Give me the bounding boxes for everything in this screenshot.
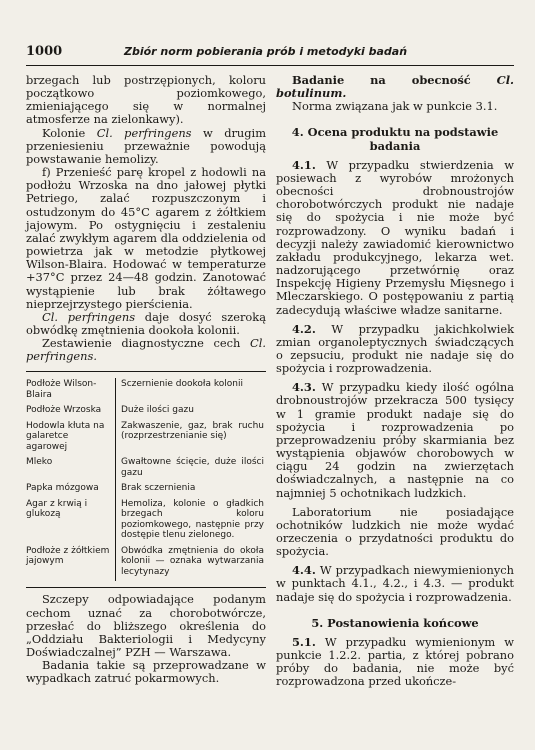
table-cell-medium: Papka mózgowa (26, 483, 99, 494)
paragraph-poisoning: Badania takie są przeprowadzane w wypadkach zatruć pokarmowych. (26, 658, 266, 686)
table-row (26, 482, 266, 498)
running-title: Zbiór norm pobierania prób i metodyki badań (124, 45, 408, 58)
paragraph-5-1: 5.1. W przypadku wymienionym w punkcie 1.2.2. partia, z której pobrano próby do badania, nie może być rozprowadzona przed ukończe- (276, 634, 514, 689)
table-bottom-rule (26, 587, 266, 588)
table-cell-medium: Podłoże z żółtkiem jajowym (26, 545, 110, 567)
table-row (26, 545, 266, 582)
section-4-heading: 4. Ocena produktu na podstawie badania (291, 125, 499, 153)
table-cell-medium: Mleko (26, 457, 53, 468)
table-cell-medium: Podłoże Wilson-Blaira (26, 379, 97, 400)
paragraph-4-1: 4.1. W przypadku stwierdzenia w posiewach z wyrobów mrożonych obecności drobnoustrojów chorobotwórczych produkt nie nadaje się do spożycia i nie może być rozprowadzony. O wyniku badań i decyzji należy zawiadomić kierownictwo zakładu produkcyjnego, lekarza wet. nadzorującego przetwórnię oraz Inspekcję Higieny Przemysłu Mięsnego i Mleczarskiego. O postępowaniu z partią zadecydują właściwe władze sanitarne. (276, 157, 514, 317)
paragraph-strains: Szczepy odpowiadające podanym cechom uznać za chorobotwórcze, przesłać do bliższego określenia do „Oddziału Bakteriologii i Medycyny Doświadczalnej” PZH — Warszawa. (26, 592, 266, 660)
table-row (26, 456, 266, 482)
table-top-rule (26, 371, 266, 372)
table-cell-result: Sczernienie dookoła kolonii (116, 378, 267, 404)
botulinum-norm: Norma związana jak w punkcie 3.1. (292, 99, 498, 114)
table-cell-result: Obwódka zmętnienia do okoła kolonii — oznaka wytwarzania lecytynazy (116, 545, 267, 582)
table-cell-result: Gwałtowne ścięcie, duże ilości gazu (116, 456, 267, 482)
running-header (26, 44, 514, 62)
paragraph-step-f: f) Przenieść parę kropel z hodowli na podłożu Wrzoska na dno jałowej płytki Petriego, zalać rozpuszczonym i ostudzonym do 45°C agarem z żółtkiem jajowym. Po ostygnięciu i zestaleniu zalać zwykłym agarem dla oddzielenia od powietrza jak w metodzie płytkowej Wilson-Blaira. Hodować w temperaturze +37°C przez 24—48 godzin. Zanotować wystąpienie lub brak żółtawego nieprzejrzystego pierścienia. (26, 165, 266, 311)
paragraph-4-4: 4.4. W przypadkach niewymienionych w punktach 4.1., 4.2., i 4.3. — produkt nadaje się do spożycia i rozprowadzenia. (276, 563, 514, 604)
paragraph-table-caption: Zestawienie diagnostyczne cech Cl. perfringens. (26, 336, 266, 364)
table-cell-result: Brak sczernienia (116, 482, 267, 498)
page-number: 1000 (26, 44, 63, 59)
left-column (26, 74, 266, 686)
botulinum-heading: Badanie na obecność Cl. botulinum. (276, 73, 514, 101)
table-cell-medium: Hodowla kłuta na galaretce agarowej (26, 420, 105, 452)
table-row (26, 420, 266, 457)
table-cell-result: Zakwaszenie, gaz, brak ruchu (rozprzestrzenianie się) (116, 420, 267, 457)
table-cell-medium: Podłoże Wrzoska (26, 405, 102, 416)
paragraph-continued: brzegach lub postrzępionych, koloru początkowo poziomkowego, zmieniającego się w normalnej atmosferze na zielonkawy). (26, 73, 266, 127)
paragraph-4-3-lab: Laboratorium nie posiadające ochotników ludzkich nie może wydać orzeczenia o przydatności produktu do spożycia. (276, 504, 514, 559)
table-row (26, 378, 266, 404)
paragraph-4-3: 4.3. W przypadku kiedy ilość ogólna drobnoustrojów przekracza 500 tysięcy w 1 gramie produkt nadaje się do spożycia i rozprowadzenia po przeprowadzeniu próby skarmiania bez wystąpienia objawów chorobowych w ciągu 24 godzin na zwierzętach doświadczalnych, a następnie na co najmniej 5 ochotnikach ludzkich. (276, 380, 514, 500)
table-cell-medium: Agar z krwią i glukozą (26, 498, 88, 520)
paragraph-colonies: Kolonie Cl. perfringens w drugim przeniesieniu przeważnie powodują powstawanie hemolizy. (26, 125, 267, 166)
header-rule (26, 65, 514, 66)
table-cell-result: Hemoliza, kolonie o gładkich brzegach koloru poziomkowego, następnie przy dostępie tlenu zielonego. (116, 498, 267, 545)
table-row (26, 404, 266, 420)
table-cell-result: Duże ilości gazu (116, 404, 267, 420)
section-5-heading: 5. Postanowienia końcowe (311, 615, 479, 630)
diagnostic-table (26, 378, 266, 581)
table-row (26, 498, 266, 545)
paragraph-perfringens-halo: Cl. perfringens daje dosyć szeroką obwódkę zmętnienia dookoła kolonii. (26, 309, 266, 337)
paragraph-4-2: 4.2. W przypadku jakichkolwiek zmian organoleptycznych świadczących o zepsuciu, produkt nie nadaje się do spożycia i rozprowadzenia. (276, 321, 514, 376)
right-column (276, 74, 514, 689)
